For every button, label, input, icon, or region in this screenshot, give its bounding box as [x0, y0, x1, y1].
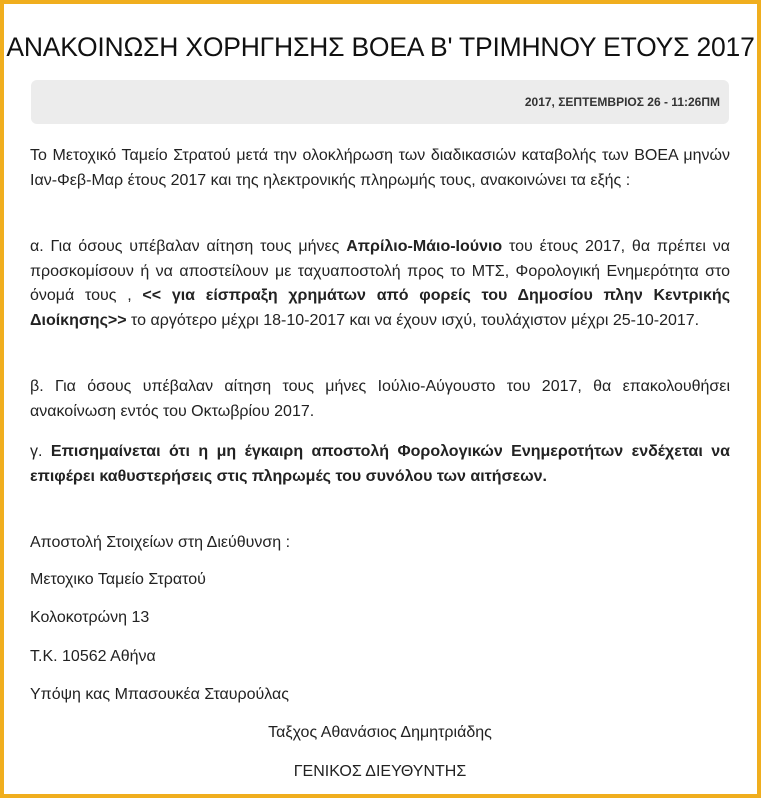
- paragraph-a-text-2: του έτους 2017, θα πρέπει να προσκομίσουν ή να αποστείλουν με ταχυαποστολή προς το ΜΤΣ, Φορολογική Ενημερότητα στο όνομά τους ,: [30, 238, 731, 304]
- address-line-4: Υπόψη κας Μπασουκέα Σταυρούλας: [30, 686, 289, 703]
- paragraph-a-certificate-type: << για είσπραξη χρημάτων από φορείς του Δημοσίου πλην Κεντρικής Διοίκησης>>: [30, 287, 731, 329]
- date-bar: [31, 80, 729, 124]
- address-line-2: Κολοκοτρώνη 13: [30, 609, 150, 626]
- address-line-3: Τ.Κ. 10562 Αθήνα: [30, 648, 156, 665]
- address-line-1: Μετοχικο Ταμείο Στρατού: [30, 571, 206, 588]
- signature-role: ΓΕΝΙΚΟΣ ΔΙΕΥΘΥΝΤΗΣ: [293, 763, 467, 780]
- post-date: 2017, ΣΕΠΤΕΜΒΡΙΟΣ 26 - 11:26ΠΜ: [524, 95, 720, 109]
- intro-paragraph: Το Μετοχικό Ταμείο Στρατού μετά την ολοκλήρωση των διαδικασιών καταβολής των ΒΟΕΑ μηνών Ιαν-Φεβ-Μαρ έτους 2017 και της ηλεκτρονικής πληρωμής τους, ανακοινώνει τα εξής :: [30, 147, 730, 189]
- paragraph-a: [30, 235, 730, 333]
- page-title: ΑΝΑΚΟΙΝΩΣΗ ΧΟΡΗΓΗΣΗΣ ΒΟΕΑ Β' ΤΡΙΜΗΝΟΥ ΕΤΟΥΣ 2017: [6, 31, 755, 62]
- paragraph-c-notice: Επισημαίνεται ότι η μη έγκαιρη αποστολή Φορολογικών Ενημεροτήτων ενδέχεται να επιφέρει καθυστερήσεις στις πληρωμές του συνόλου των αιτήσεων.: [30, 443, 730, 485]
- paragraph-c-prefix: γ.: [30, 443, 51, 460]
- paragraph-a-text-1: α. Για όσους υπέβαλαν αίτηση τους μήνες: [30, 238, 347, 255]
- signature-name: Ταξχος Αθανάσιος Δημητριάδης: [268, 724, 492, 741]
- paragraph-c: [30, 440, 730, 489]
- paragraph-a-text-3: το αργότερο μέχρι 18-10-2017 και να έχουν ισχύ, τουλάχιστον μέχρι 25-10-2017.: [126, 311, 700, 329]
- address-heading: Αποστολή Στοιχείων στη Διεύθυνση :: [30, 534, 291, 551]
- paragraph-b: β. Για όσους υπέβαλαν αίτηση τους μήνες Ιούλιο-Αύγουστο του 2017, θα επακολουθήσει ανακοίνωση εντός του Οκτωβρίου 2017.: [30, 378, 730, 420]
- paragraph-a-months: Απρίλιο-Μάιο-Ιούνιο: [346, 238, 503, 255]
